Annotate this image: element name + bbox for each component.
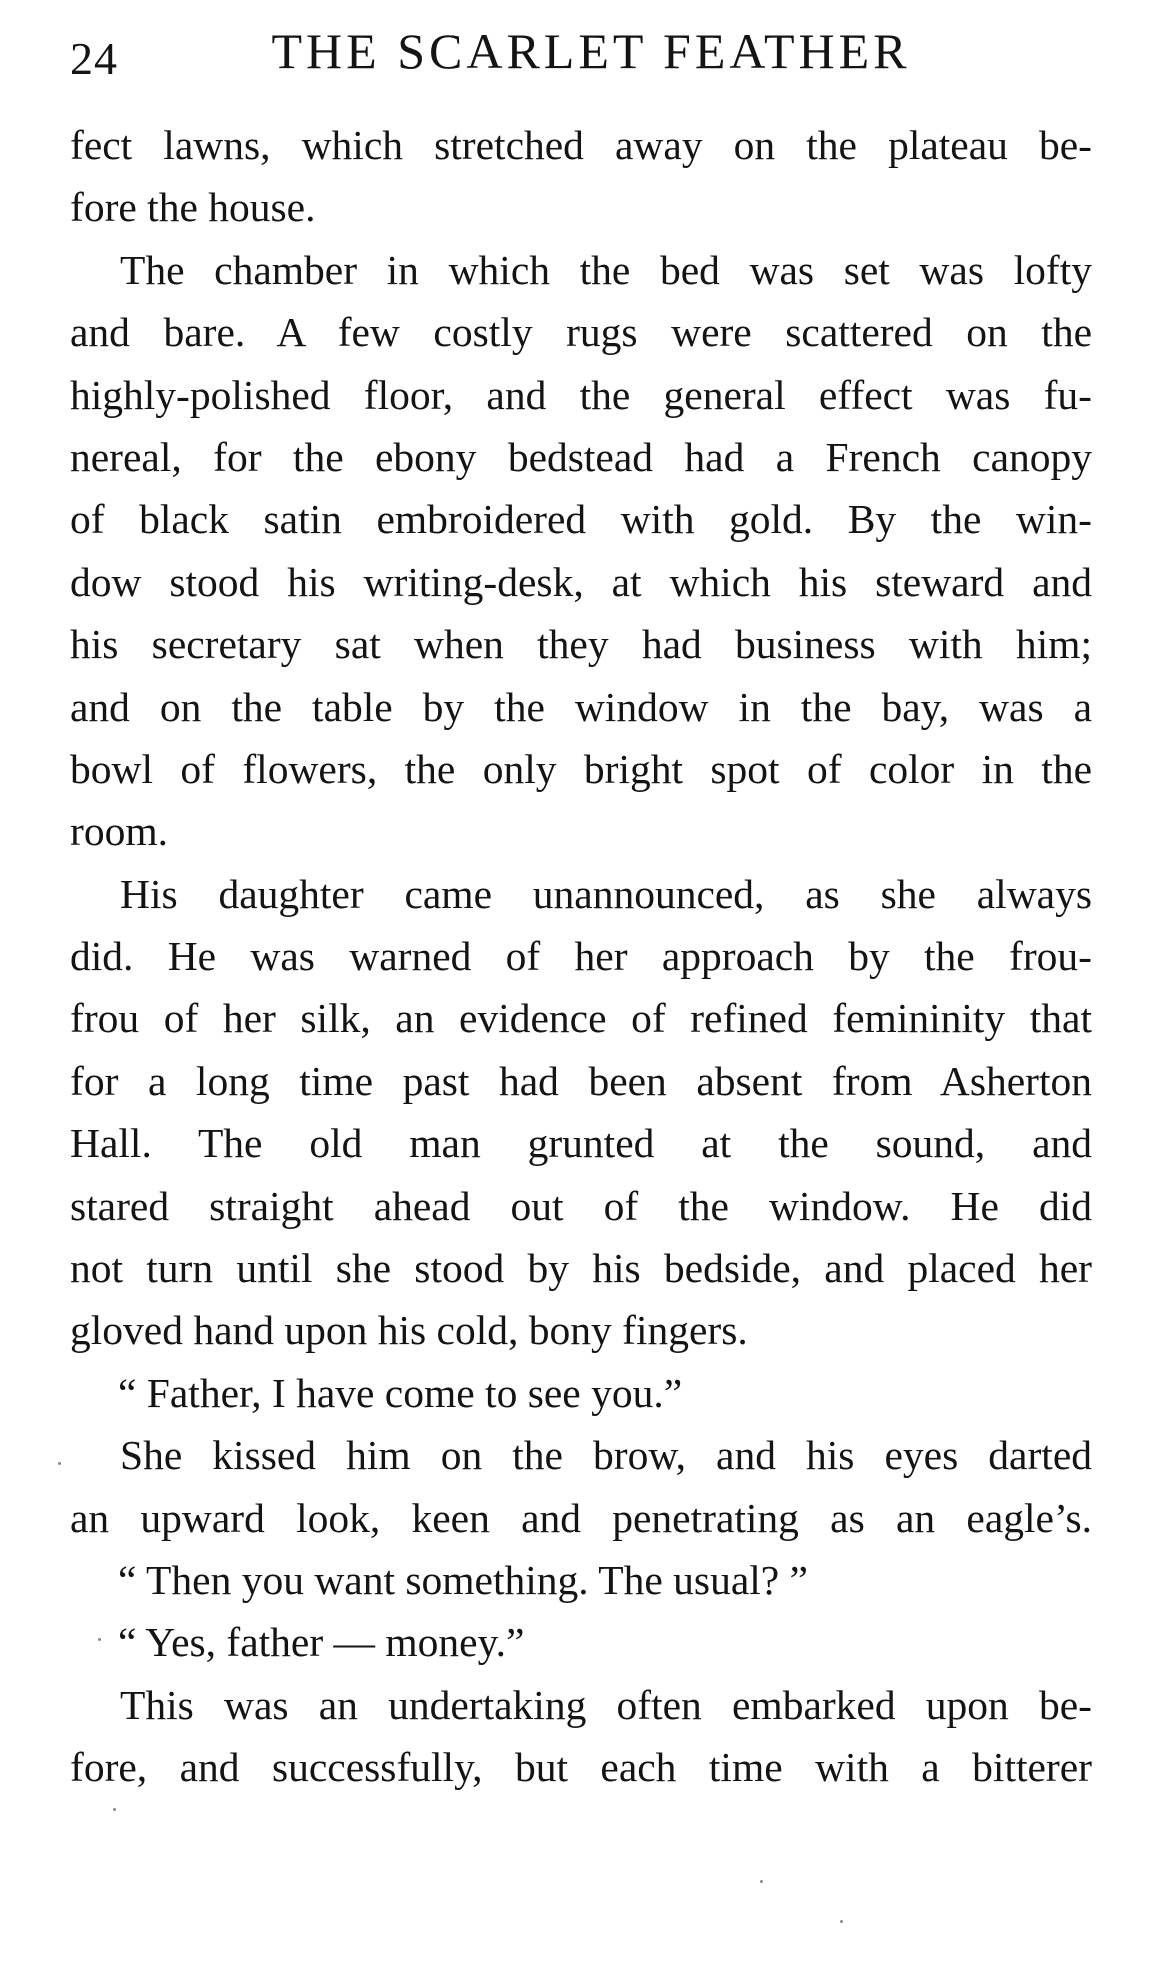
text-line: The chamber in which the bed was set was lofty [120, 246, 1092, 293]
print-speck [113, 1808, 116, 1811]
text-line: fore, and successfully, but each time with a bitterer [70, 1744, 1092, 1791]
text-line: for a long time past had been absent from Asherton [70, 1057, 1092, 1104]
text-line: did. He was warned of her approach by the frou- [70, 933, 1092, 980]
text-line: bowl of flowers, the only bright spot of color in the [70, 745, 1092, 792]
text-line: “ Then you want something. The usual? ” [118, 1556, 808, 1603]
text-line: highly-polished floor, and the general effect was fu- [70, 371, 1092, 418]
text-line: not turn until she stood by his bedside, and placed her [70, 1245, 1092, 1292]
text-line: and on the table by the window in the bay, was a [70, 683, 1092, 730]
text-line: His daughter came unannounced, as she always [120, 870, 1092, 917]
text-line: fect lawns, which stretched away on the plateau be- [70, 122, 1092, 168]
text-line: his secretary sat when they had business with him; [70, 621, 1092, 668]
print-speck [98, 1638, 101, 1641]
print-speck [840, 1920, 843, 1923]
text-line: Hall. The old man grunted at the sound, and [70, 1120, 1092, 1167]
running-head [70, 22, 1092, 92]
text-line: fore the house. [70, 184, 316, 231]
text-line: “ Yes, father — money.” [118, 1619, 525, 1666]
text-line: frou of her silk, an evidence of refined femininity that [70, 995, 1092, 1042]
text-line: gloved hand upon his cold, bony fingers. [70, 1307, 748, 1354]
text-line: This was an undertaking often embarked upon be- [120, 1681, 1092, 1728]
text-line: She kissed him on the brow, and his eyes darted [120, 1432, 1092, 1479]
text-line: stared straight ahead out of the window. He did [70, 1182, 1092, 1229]
print-speck [58, 1462, 61, 1465]
running-title: THE SCARLET FEATHER [271, 23, 911, 79]
text-line: and bare. A few costly rugs were scattered on the [70, 309, 1092, 356]
text-line: room. [70, 808, 168, 855]
body-text [70, 114, 1092, 1799]
text-line: of black satin embroidered with gold. By the win- [70, 496, 1092, 543]
page-number: 24 [70, 33, 118, 84]
print-speck [760, 1880, 763, 1883]
text-line: dow stood his writing-desk, at which his steward and [70, 558, 1092, 605]
text-line: an upward look, keen and penetrating as an eagle’s. [70, 1494, 1092, 1541]
text-line: nereal, for the ebony bedstead had a French canopy [70, 433, 1092, 480]
text-line: “ Father, I have come to see you.” [118, 1369, 683, 1416]
